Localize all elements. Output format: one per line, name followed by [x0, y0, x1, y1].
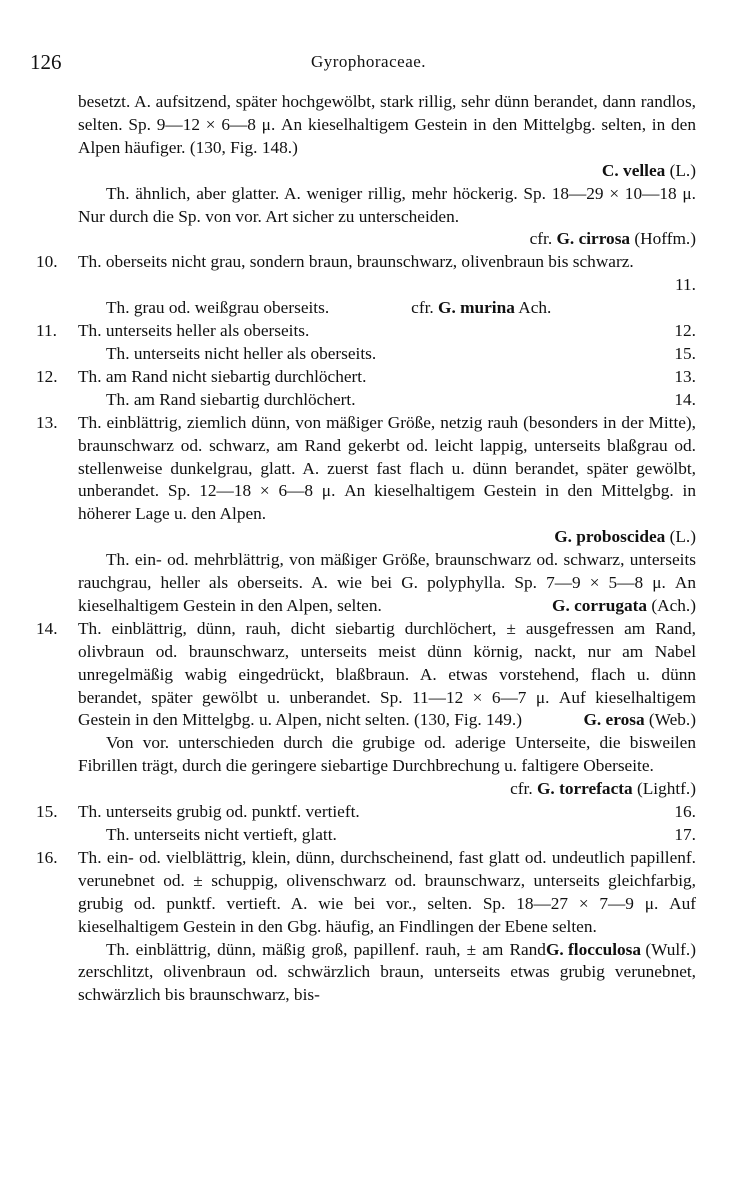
key-text	[36, 91, 696, 1007]
page-header	[30, 50, 707, 76]
entry-number: 16.	[36, 847, 58, 867]
species-name: C. vellea (L.)	[601, 160, 696, 180]
entry-text: Th. unterseits heller als oberseits.	[78, 321, 310, 341]
key-entry	[36, 824, 696, 847]
entry-text: Th. ähnlich, aber glatter. A. weniger rillig, mehr höckerig. Sp. 18—29 × 10—18 μ. Nur durch die Sp. von vor. Art sicher zu unterscheiden.	[78, 183, 696, 226]
species-name: G. proboscidea (L.)	[554, 527, 696, 547]
key-entry	[36, 732, 696, 801]
entry-reference: 14.	[674, 389, 696, 409]
entry-text: Th. einblättrig, dünn, mäßig groß, papillenf. rauh, ± am Rand zerschlitzt, olivenbraun od. schwärzlich braun, unterseits etwas grubig verunebnet, schwärzlich bis braunschwarz, bis-	[78, 939, 696, 1005]
species-name: G. corrugata (Ach.)	[552, 595, 696, 615]
entry-number: 10.	[36, 252, 58, 272]
species-name: cfr. G. cirrosa (Hoffm.)	[529, 229, 696, 249]
entry-number: 11.	[36, 321, 57, 341]
entry-reference: 16.	[674, 802, 696, 822]
entry-text: Th. am Rand siebartig durchlöchert.	[106, 389, 356, 409]
key-entry	[36, 412, 696, 549]
entry-reference: 11.	[675, 275, 696, 295]
entry-number: 15.	[36, 802, 58, 822]
entry-text: Th. einblättrig, dünn, rauh, dicht siebartig durchlöchert, ± ausgefressen am Rand, olivbraun od. braunschwarz, unterseits meist dünn körnig, nackt, nur am Nabel unregelmäßig wabig eingedrückt, blaßbraun. A. etwas vorstehend, flach u. dünn berandet, später gewölbt u. unberandet. Sp. 11—12 × 6—7 μ. Auf kieselhaltigem Gestein in den Mittelgbg. u. Alpen, nicht selten. (130, Fig. 149.)	[78, 618, 696, 730]
entry-reference: 15.	[674, 343, 696, 363]
key-entry	[36, 91, 696, 183]
entry-reference: 13.	[674, 366, 696, 386]
entry-reference: 17.	[674, 825, 696, 844]
entry-number: 12.	[36, 366, 58, 386]
key-entry	[36, 297, 696, 320]
key-entry	[36, 549, 696, 618]
entry-text: Th. unterseits grubig od. punktf. vertieft.	[78, 802, 360, 822]
entry-number: 14.	[36, 618, 58, 638]
entry-text: Th. grau od. weißgrau oberseits.	[106, 298, 330, 318]
key-entry	[36, 183, 696, 252]
key-entry	[36, 618, 696, 733]
running-title: Gyrophoraceae.	[310, 52, 427, 71]
entry-text: Th. einblättrig, ziemlich dünn, von mäßiger Größe, netzig rauh (besonders in der Mitte), braunschwarz od. schwarz, am Rand gekerbt od. leicht lappig, unterseits blaßgrau od. stellenweise dunkelgrau, glatt. A. zuerst fast flach u. dünn berandet, später gewölbt, unberandet. Sp. 12—18 × 6—8 μ. An kieselhaltigem Gestein in den Mittelgbg. in höherer Lage u. den Alpen.	[78, 412, 696, 524]
key-entry	[36, 320, 696, 343]
entry-text: Von vor. unterschieden durch die grubige od. aderige Unterseite, die bisweilen Fibrillen trägt, durch die geringere siebartige Durchbrechung u. faltigere Oberseite.	[78, 733, 696, 776]
species-name: G. flocculosa (Wulf.)	[545, 939, 696, 959]
key-entry	[36, 389, 696, 412]
entry-text: Th. oberseits nicht grau, sondern braun, braunschwarz, olivenbraun bis schwarz.	[78, 252, 634, 272]
entry-reference: 12.	[674, 321, 696, 341]
entry-text: Th. ein- od. vielblättrig, klein, dünn, durchscheinend, fast glatt od. undeutlich papillenf. verunebnet od. ± schuppig, olivenschwarz od. braunschwarz, unterseits gleichfarbig, grubig od. punktf. vertieft. A. wie bei vor., selten. Sp. 18—27 × 7—9 μ. Auf kieselhaltigem Gestein in den Gbg. häufig, an Findlingen der Ebene selten.	[78, 847, 696, 936]
key-entry	[36, 939, 696, 1008]
entry-text: Th. unterseits nicht vertieft, glatt.	[106, 825, 337, 844]
entry-text: Th. unterseits nicht heller als oberseits.	[106, 343, 377, 363]
page-number: 126	[30, 50, 62, 74]
entry-text: Th. am Rand nicht siebartig durchlöchert.	[78, 366, 367, 386]
key-entry	[36, 801, 696, 824]
species-name: cfr. G. murina Ach.	[411, 298, 552, 318]
entry-text: besetzt. A. aufsitzend, später hochgewölbt, stark rillig, sehr dünn berandet, dann randlos, selten. Sp. 9—12 × 6—8 μ. An kieselhaltigem Gestein in den Mittelgbg. selten, in den Alpen häufiger. (130, Fig. 148.)	[78, 92, 696, 157]
species-name: G. erosa (Web.)	[583, 710, 696, 730]
species-name: cfr. G. torrefacta (Lightf.)	[510, 779, 696, 799]
key-entry	[36, 343, 696, 366]
entry-number: 13.	[36, 412, 58, 432]
entry-text: Th. ein- od. mehrblättrig, von mäßiger Größe, braunschwarz od. schwarz, unterseits rauchgrau, heller als oberseits. A. wie bei G. polyphylla. Sp. 7—9 × 5—8 μ. An kieselhaltigem Gestein in den Alpen, selten.	[78, 550, 696, 615]
key-entry	[36, 847, 696, 959]
key-entry	[36, 366, 696, 389]
key-entry	[36, 251, 696, 297]
